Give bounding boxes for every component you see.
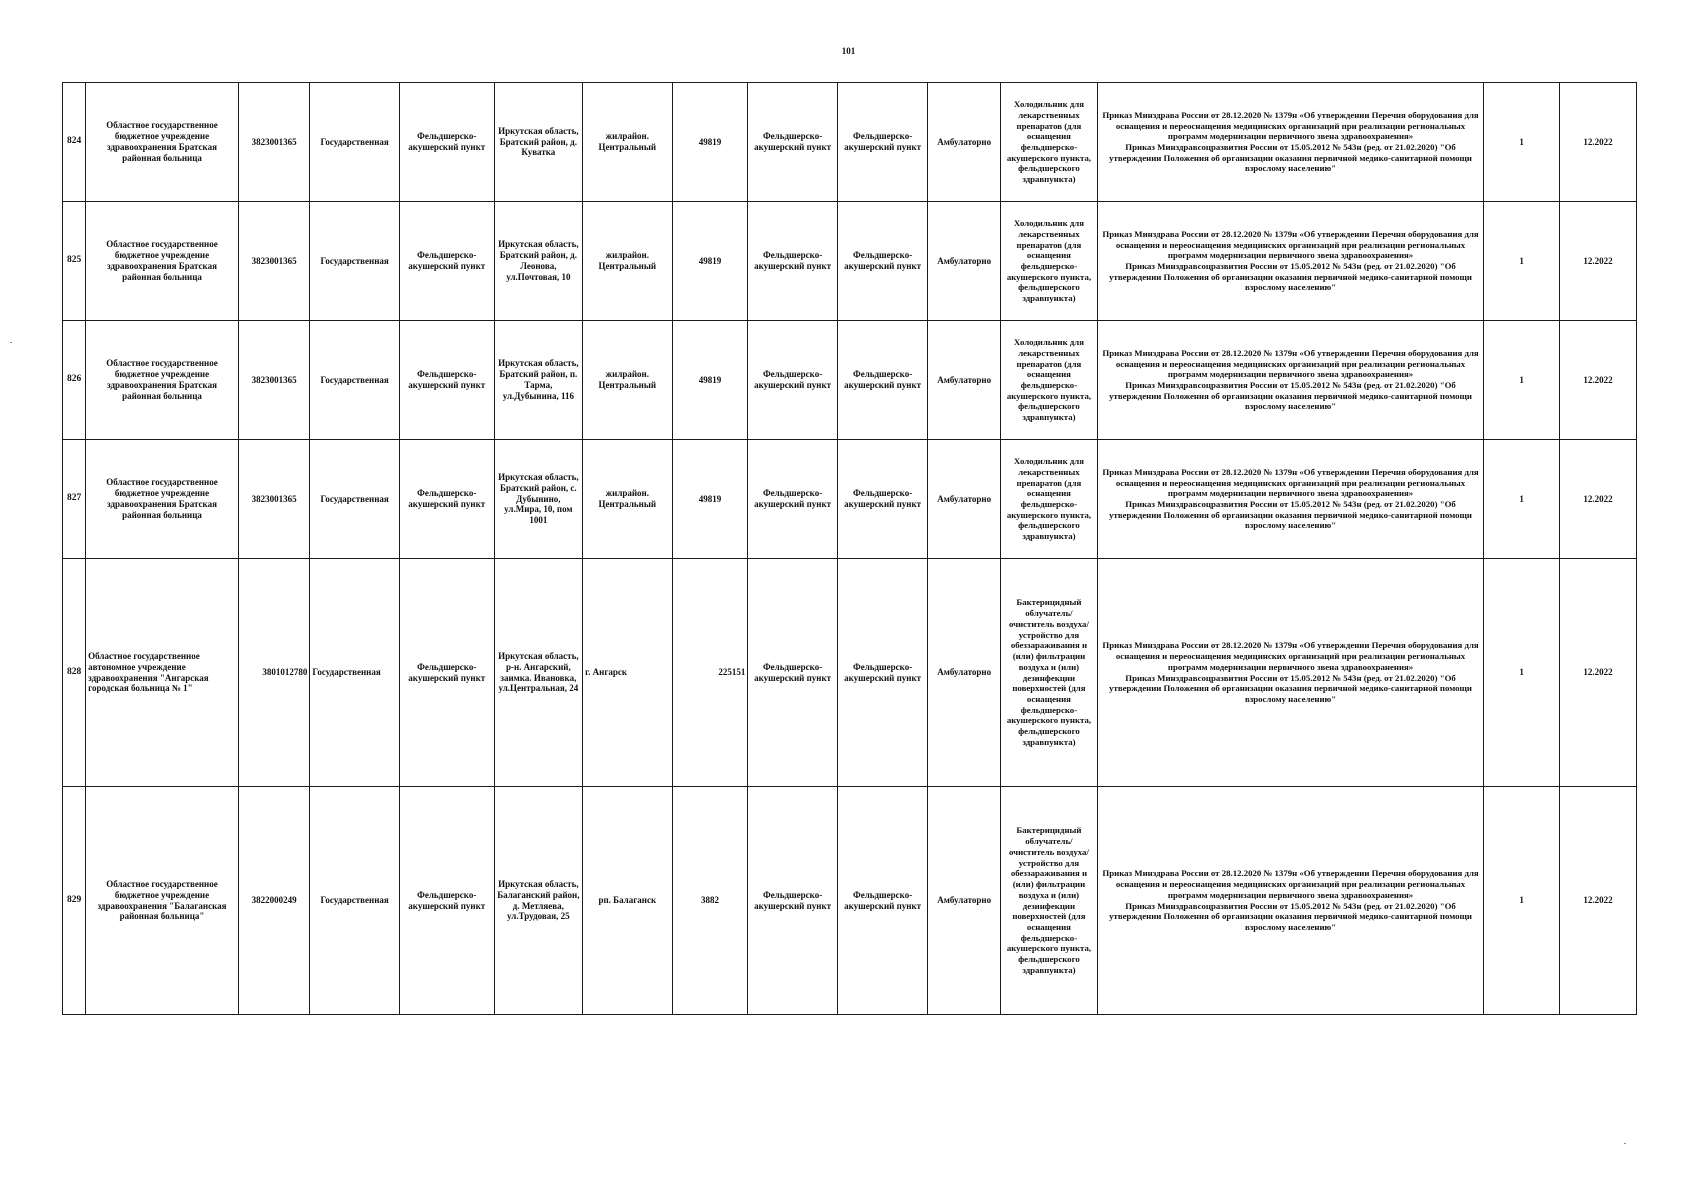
equipment-cell: Холодильник для лекарственных препаратов (для оснащения фельдшерско-акушерского пункта, фельдшерского здравпункта) <box>1001 440 1098 559</box>
care-type-cell: Амбулаторно <box>928 202 1001 321</box>
ownership-cell: Государственная <box>310 787 399 1015</box>
population-cell: 49819 <box>672 202 748 321</box>
organization-name: Областное государственное бюджетное учреждение здравоохранения Братская районная больница <box>86 202 239 321</box>
order-cell: Приказ Минздрава России от 28.12.2020 № 1379н «Об утверждении Перечня оборудования для оснащения и переоснащения медицинских организаций при реализации региональных программ модернизации первичного звена здравоохранения» Приказ Минздравсоцразвития России от 15.05.2012 № 543н (ред. от 21.02.2020) "Об утверждении Положения об организации оказания первичной медико-санитарной помощи взрослому населению" <box>1097 202 1483 321</box>
department-cell: Фельдшерско-акушерский пункт <box>748 83 837 202</box>
unit-type-cell: Фельдшерско-акушерский пункт <box>399 787 494 1015</box>
organization-name: Областное государственное бюджетное учреждение здравоохранения "Балаганская районная больница" <box>86 787 239 1015</box>
order-cell: Приказ Минздрава России от 28.12.2020 № 1379н «Об утверждении Перечня оборудования для оснащения и переоснащения медицинских организаций при реализации региональных программ модернизации первичного звена здравоохранения» Приказ Минздравсоцразвития России от 15.05.2012 № 543н (ред. от 21.02.2020) "Об утверждении Положения об организации оказания первичной медико-санитарной помощи взрослому населению" <box>1097 321 1483 440</box>
department-cell: Фельдшерско-акушерский пункт <box>748 787 837 1015</box>
order-cell: Приказ Минздрава России от 28.12.2020 № 1379н «Об утверждении Перечня оборудования для оснащения и переоснащения медицинских организаций при реализации региональных программ модернизации первичного звена здравоохранения» Приказ Минздравсоцразвития России от 15.05.2012 № 543н (ред. от 21.02.2020) "Об утверждении Положения об организации оказания первичной медико-санитарной помощи взрослому населению" <box>1097 559 1483 787</box>
care-type-cell: Амбулаторно <box>928 559 1001 787</box>
equipment-registry-table <box>62 82 1637 1015</box>
locality-cell: жилрайон. Центральный <box>583 83 672 202</box>
ownership-cell: Государственная <box>310 559 399 787</box>
subdivision-cell: Фельдшерско-акушерский пункт <box>837 321 928 440</box>
row-number: 827 <box>63 440 86 559</box>
date-cell: 12.2022 <box>1560 787 1637 1015</box>
row-number: 828 <box>63 559 86 787</box>
subdivision-cell: Фельдшерско-акушерский пункт <box>837 559 928 787</box>
quantity-cell: 1 <box>1484 83 1560 202</box>
equipment-cell: Бактерицидный облучатель/очиститель воздуха/устройство для обеззараживания и (или) фильтрации воздуха и (или) дезинфекции поверхностей (для оснащения фельдшерско-акушерского пункта, фельдшерского здравпункта) <box>1001 559 1098 787</box>
population-cell: 225151 <box>672 559 748 787</box>
organization-name: Областное государственное бюджетное учреждение здравоохранения Братская районная больница <box>86 440 239 559</box>
address-cell: Иркутская область, Братский район, п. Тарма, ул.Дубынина, 116 <box>494 321 582 440</box>
inn-cell: 3823001365 <box>238 440 310 559</box>
organization-name: Областное государственное бюджетное учреждение здравоохранения Братская районная больница <box>86 321 239 440</box>
equipment-cell: Бактерицидный облучатель/очиститель воздуха/устройство для обеззараживания и (или) фильтрации воздуха и (или) дезинфекции поверхностей (для оснащения фельдшерско-акушерского пункта, фельдшерского здравпункта) <box>1001 787 1098 1015</box>
locality-cell: жилрайон. Центральный <box>583 321 672 440</box>
care-type-cell: Амбулаторно <box>928 321 1001 440</box>
population-cell: 49819 <box>672 440 748 559</box>
ownership-cell: Государственная <box>310 202 399 321</box>
subdivision-cell: Фельдшерско-акушерский пункт <box>837 83 928 202</box>
department-cell: Фельдшерско-акушерский пункт <box>748 321 837 440</box>
row-number: 829 <box>63 787 86 1015</box>
row-number: 826 <box>63 321 86 440</box>
date-cell: 12.2022 <box>1560 321 1637 440</box>
care-type-cell: Амбулаторно <box>928 787 1001 1015</box>
address-cell: Иркутская область, Братский район, с. Дубынино, ул.Мира, 10, пом 1001 <box>494 440 582 559</box>
table-row <box>63 83 1637 202</box>
organization-name: Областное государственное автономное учреждение здравоохранения "Ангарская городская больница № 1" <box>86 559 239 787</box>
care-type-cell: Амбулаторно <box>928 440 1001 559</box>
row-number: 825 <box>63 202 86 321</box>
department-cell: Фельдшерско-акушерский пункт <box>748 202 837 321</box>
department-cell: Фельдшерско-акушерский пункт <box>748 440 837 559</box>
address-cell: Иркутская область, Братский район, д. Леонова, ул.Почтовая, 10 <box>494 202 582 321</box>
quantity-cell: 1 <box>1484 202 1560 321</box>
inn-cell: 3822000249 <box>238 787 310 1015</box>
unit-type-cell: Фельдшерско-акушерский пункт <box>399 202 494 321</box>
locality-cell: жилрайон. Центральный <box>583 440 672 559</box>
table-row <box>63 559 1637 787</box>
locality-cell: жилрайон. Центральный <box>583 202 672 321</box>
subdivision-cell: Фельдшерско-акушерский пункт <box>837 440 928 559</box>
order-cell: Приказ Минздрава России от 28.12.2020 № 1379н «Об утверждении Перечня оборудования для оснащения и переоснащения медицинских организаций при реализации региональных программ модернизации первичного звена здравоохранения» Приказ Минздравсоцразвития России от 15.05.2012 № 543н (ред. от 21.02.2020) "Об утверждении Положения об организации оказания первичной медико-санитарной помощи взрослому населению" <box>1097 787 1483 1015</box>
quantity-cell: 1 <box>1484 440 1560 559</box>
inn-cell: 3801012780 <box>238 559 310 787</box>
table-row <box>63 202 1637 321</box>
locality-cell: рп. Балаганск <box>583 787 672 1015</box>
ownership-cell: Государственная <box>310 321 399 440</box>
population-cell: 49819 <box>672 321 748 440</box>
address-cell: Иркутская область, Братский район, д. Куватка <box>494 83 582 202</box>
order-cell: Приказ Минздрава России от 28.12.2020 № 1379н «Об утверждении Перечня оборудования для оснащения и переоснащения медицинских организаций при реализации региональных программ модернизации первичного звена здравоохранения» Приказ Минздравсоцразвития России от 15.05.2012 № 543н (ред. от 21.02.2020) "Об утверждении Положения об организации оказания первичной медико-санитарной помощи взрослому населению" <box>1097 83 1483 202</box>
row-number: 824 <box>63 83 86 202</box>
population-cell: 49819 <box>672 83 748 202</box>
ownership-cell: Государственная <box>310 83 399 202</box>
locality-cell: г. Ангарск <box>583 559 672 787</box>
order-cell: Приказ Минздрава России от 28.12.2020 № 1379н «Об утверждении Перечня оборудования для оснащения и переоснащения медицинских организаций при реализации региональных программ модернизации первичного звена здравоохранения» Приказ Минздравсоцразвития России от 15.05.2012 № 543н (ред. от 21.02.2020) "Об утверждении Положения об организации оказания первичной медико-санитарной помощи взрослому населению" <box>1097 440 1483 559</box>
quantity-cell: 1 <box>1484 321 1560 440</box>
department-cell: Фельдшерско-акушерский пункт <box>748 559 837 787</box>
population-cell: 3882 <box>672 787 748 1015</box>
address-cell: Иркутская область, р-н. Ангарский, заимка. Ивановка, ул.Центральная, 24 <box>494 559 582 787</box>
quantity-cell: 1 <box>1484 787 1560 1015</box>
scan-speck <box>1624 1143 1626 1144</box>
date-cell: 12.2022 <box>1560 202 1637 321</box>
unit-type-cell: Фельдшерско-акушерский пункт <box>399 83 494 202</box>
organization-name: Областное государственное бюджетное учреждение здравоохранения Братская районная больница <box>86 83 239 202</box>
table-row <box>63 440 1637 559</box>
date-cell: 12.2022 <box>1560 83 1637 202</box>
unit-type-cell: Фельдшерско-акушерский пункт <box>399 440 494 559</box>
equipment-cell: Холодильник для лекарственных препаратов (для оснащения фельдшерско-акушерского пункта, фельдшерского здравпункта) <box>1001 321 1098 440</box>
inn-cell: 3823001365 <box>238 321 310 440</box>
table-row <box>63 321 1637 440</box>
scan-speck <box>10 342 12 343</box>
inn-cell: 3823001365 <box>238 202 310 321</box>
unit-type-cell: Фельдшерско-акушерский пункт <box>399 321 494 440</box>
subdivision-cell: Фельдшерско-акушерский пункт <box>837 787 928 1015</box>
inn-cell: 3823001365 <box>238 83 310 202</box>
equipment-cell: Холодильник для лекарственных препаратов (для оснащения фельдшерско-акушерского пункта, фельдшерского здравпункта) <box>1001 202 1098 321</box>
subdivision-cell: Фельдшерско-акушерский пункт <box>837 202 928 321</box>
quantity-cell: 1 <box>1484 559 1560 787</box>
date-cell: 12.2022 <box>1560 559 1637 787</box>
care-type-cell: Амбулаторно <box>928 83 1001 202</box>
page-number: 101 <box>841 46 856 56</box>
address-cell: Иркутская область, Балаганский район, д. Метляева, ул.Трудовая, 25 <box>494 787 582 1015</box>
date-cell: 12.2022 <box>1560 440 1637 559</box>
equipment-cell: Холодильник для лекарственных препаратов (для оснащения фельдшерско-акушерского пункта, фельдшерского здравпункта) <box>1001 83 1098 202</box>
table-row <box>63 787 1637 1015</box>
ownership-cell: Государственная <box>310 440 399 559</box>
unit-type-cell: Фельдшерско-акушерский пункт <box>399 559 494 787</box>
